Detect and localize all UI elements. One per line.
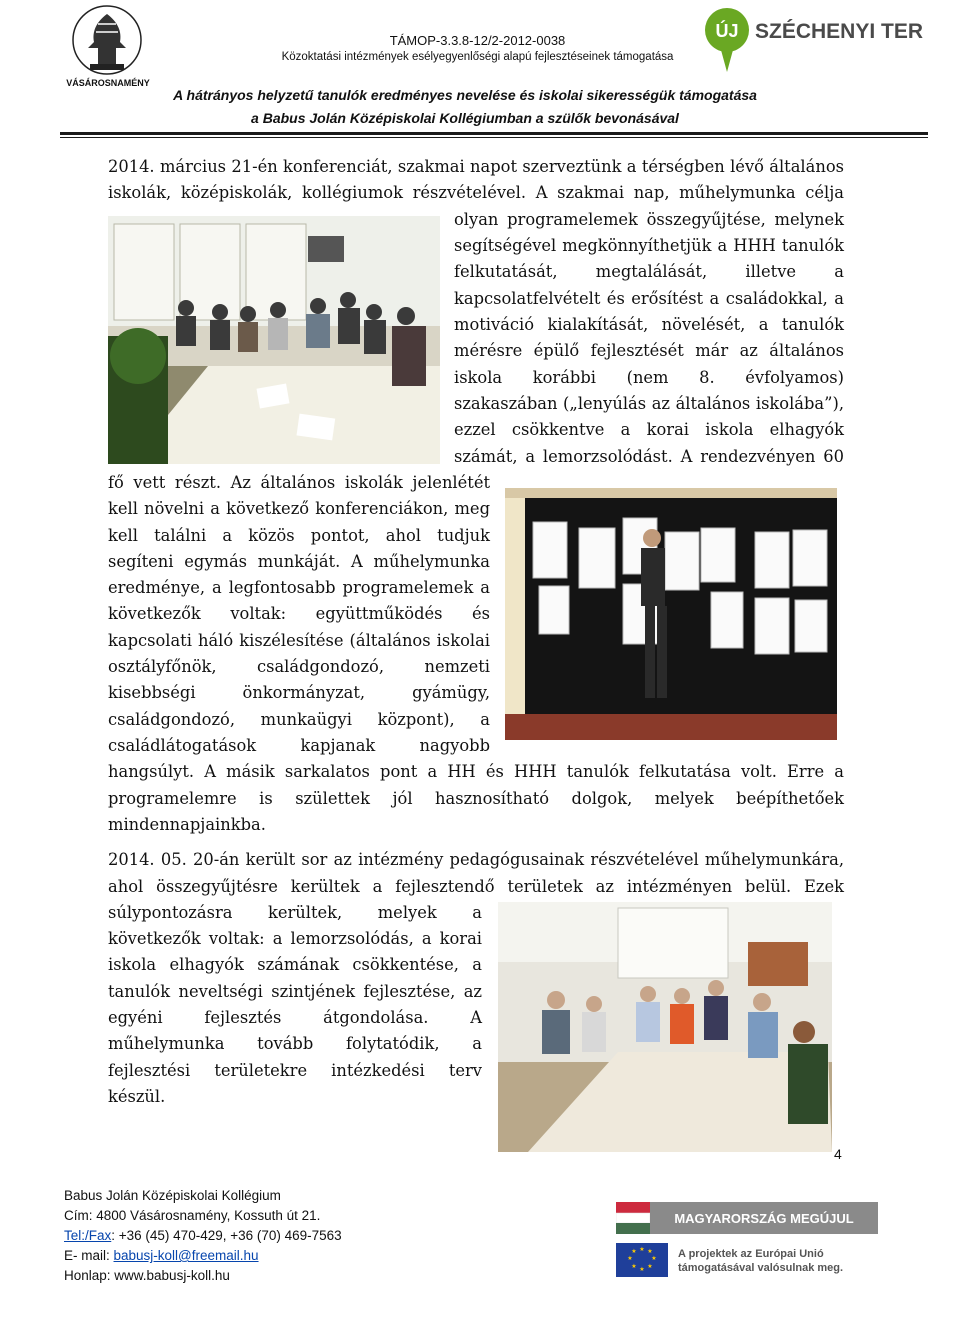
text-line: fő vett részt. Az általános iskolák jelenlétét: [108, 473, 490, 492]
text-line: felkutatását, megtalálását, illetve a: [454, 262, 844, 281]
program-title: Közoktatási intézmények esélyegyenlőségi alapú fejlesztéseinek támogatása: [281, 51, 674, 63]
workshop-posters-photo: [505, 488, 837, 740]
svg-text:★: ★: [639, 1266, 645, 1273]
text-line: 2014. 05. 20-án került sor az intézmény pedagógusainak részvételével műhelymunkára,: [108, 850, 844, 869]
text-line: 2014. március 21-én konferenciát, szakmai napot szerveztünk a térségben lévő általános: [108, 157, 844, 176]
footer-institution: Babus Jolán Középiskolai Kollégium: [64, 1188, 281, 1203]
eu-text-2: támogatásával valósulnak meg.: [678, 1262, 844, 1274]
svg-text:★: ★: [639, 1246, 645, 1253]
footer-phone: [64, 1226, 342, 1246]
page-number: 4: [834, 1146, 842, 1162]
text-line: kell növelni a következő konferenciákon, meg: [108, 499, 490, 518]
magyarorszag-megujul-banner: [616, 1202, 878, 1234]
tagline-line-2: a Babus Jolán Középiskolai Kollégiumban a szülők bevonásával: [251, 110, 679, 126]
text-line: osztályfőnök, családgondozó, nemzeti: [108, 657, 490, 676]
text-line: iskola elhagyók számának csökkentése, a: [108, 955, 482, 974]
text-line: családgondozó, munkaügyi központ), a: [108, 710, 490, 729]
email-label: E- mail:: [64, 1248, 114, 1263]
text-line: következők voltak: együttműködés és: [108, 604, 490, 623]
text-line: következők voltak: a lemorzsolódás, a korai: [108, 929, 482, 948]
phone-link[interactable]: Tel:/Fax: [64, 1228, 112, 1243]
header-divider: [60, 132, 928, 135]
text-line: készül.: [108, 1087, 166, 1106]
szechenyi-prefix: ÚJ: [715, 21, 739, 41]
text-line: motiváció kialakítását, növelését, a tanulók: [454, 315, 844, 334]
text-line: ahol összegyűjtésre kerültek a fejlesztendő területek az intézményen belül. Ezek: [108, 877, 844, 896]
text-line: segítségével megkönnyíthetjük a HHH tanulók: [454, 236, 844, 255]
text-line: kisebbségi önkormányzat, gyámügy,: [108, 683, 490, 702]
text-line: családlátogatások kapjanak nagyobb: [108, 736, 490, 755]
email-link[interactable]: babusj-koll@freemail.hu: [113, 1248, 259, 1263]
footer-website: Honlap: www.babusj-koll.hu: [64, 1268, 230, 1283]
text-line: iskola korábbi (nem 8. évfolyamos): [454, 368, 844, 387]
svg-text:★: ★: [627, 1255, 633, 1262]
text-line: tanulók neveltségi szintjének fejlesztése, az: [108, 982, 482, 1001]
text-line: súlypontozásra kerültek, melyek a: [108, 903, 482, 922]
program-code: TÁMOP-3.3.8-12/2-2012-0038: [389, 33, 566, 48]
text-line: ezzel csökkentve a korai iskola elhagyók: [454, 420, 844, 439]
tagline-line-1: A hátrányos helyzetű tanulók eredményes nevelése és iskolai sikerességük támogatása: [173, 87, 757, 103]
header-divider-thin: [60, 137, 928, 138]
text-line: szakaszában („lenyúlás az általános iskolába”),: [454, 394, 844, 413]
footer-email: [64, 1246, 342, 1266]
text-line: hangsúlyt. A másik sarkalatos pont a HH és HHH tanulók felkutatása volt. Erre a: [108, 762, 844, 781]
svg-text:★: ★: [651, 1255, 657, 1262]
svg-text:★: ★: [631, 1263, 637, 1270]
svg-text:★: ★: [647, 1263, 653, 1270]
text-line: számát, a lemorzsolódást. A rendezvényen 60: [454, 447, 844, 466]
footer-address: Cím: 4800 Vásárosnamény, Kossuth út 21.: [64, 1208, 321, 1223]
banner-text: MAGYARORSZÁG MEGÚJUL: [674, 1211, 854, 1226]
text-line: eredménye, a legfontosabb programelemek a: [108, 578, 490, 597]
szechenyi-text: SZÉCHENYI TERV: [755, 20, 923, 43]
text-line: iskolák, középiskolák, kollégiumok részvételével. A szakmai nap, műhelymunka célja: [108, 183, 844, 202]
text-line: műhelymunka tovább folytatódik, a: [108, 1034, 482, 1053]
svg-text:★: ★: [647, 1248, 653, 1255]
conference-photo: [108, 216, 440, 464]
school-logo-caption: VÁSÁROSNAMÉNY: [66, 78, 150, 88]
eu-support-logo: [616, 1243, 888, 1277]
phone-numbers: : +36 (45) 470-429, +36 (70) 469-7563: [111, 1228, 342, 1243]
text-line: fejlesztési területekre intézkedési terv: [108, 1061, 482, 1080]
text-line: egyéni fejlesztés átgondolása. A: [108, 1008, 482, 1027]
text-line: programelemre is születtek jól hasznosítható dolgok, melyek beépíthetőek: [108, 789, 844, 808]
staff-workshop-photo: [498, 902, 832, 1152]
eu-text-1: A projektek az Európai Unió: [678, 1248, 824, 1260]
project-tagline: [150, 84, 780, 130]
text-line: kapcsolati háló kiszélesítése (általános iskolai: [108, 631, 490, 650]
text-line: mindennapjainkba.: [108, 815, 266, 834]
text-line: mérésre épülő fejlesztését már az általános: [454, 341, 844, 360]
svg-text:★: ★: [631, 1248, 637, 1255]
text-line: olyan programelemek összegyűjtése, melynek: [454, 210, 844, 229]
text-line: segíteni egymás munkáját. A műhelymunka: [108, 552, 490, 571]
text-line: kapcsolatfelvételt és erősítést a családokkal, a: [454, 289, 844, 308]
szechenyi-terv-logo: [703, 2, 923, 76]
text-line: kell találni a közös pontot, ahol tudjuk: [108, 526, 490, 545]
footer-contact: [64, 1186, 342, 1286]
